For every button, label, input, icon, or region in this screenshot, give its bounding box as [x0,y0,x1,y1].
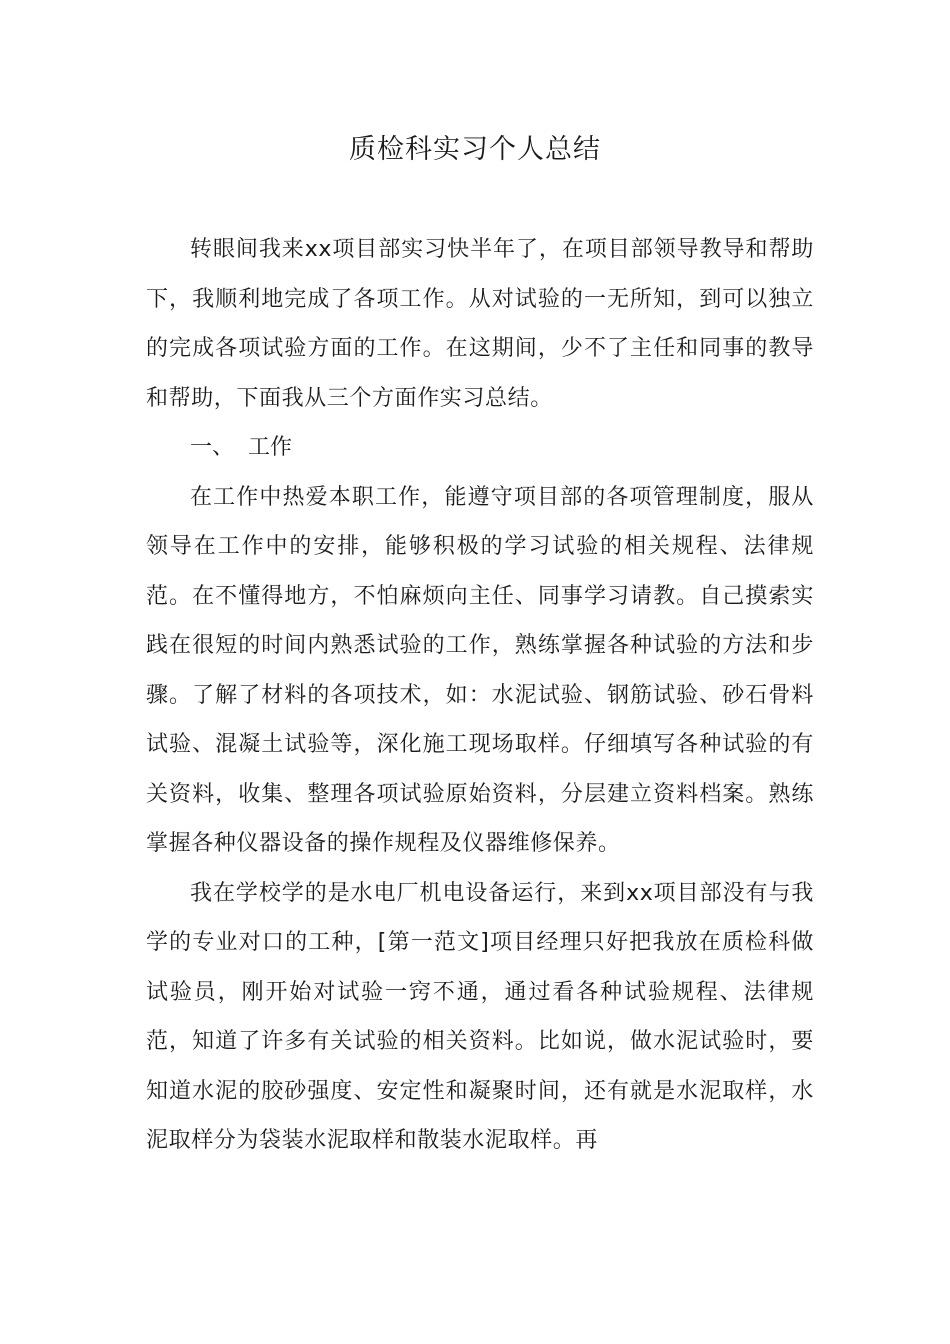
paragraph-study: 我在学校学的是水电厂机电设备运行，来到xx项目部没有与我学的专业对口的工种，[第一范文]项目经理只好把我放在质检科做试验员，刚开始对试验一窍不通，通过看各种试验规程、法律规范，知道了许多有关试验的相关资料。比如说，做水泥试验时，要知道水泥的胶砂强度、安定性和凝聚时间，还有就是水泥取样，水泥取样分为袋装水泥取样和散装水泥取样。再 [146,880,814,1153]
paragraph-work: 在工作中热爱本职工作，能遵守项目部的各项管理制度，服从领导在工作中的安排，能够积极的学习试验的相关规程、法律规范。在不懂得地方，不怕麻烦向主任、同事学习请教。自己摸索实践在很短的时间内熟悉试验的工作，熟练掌握各种试验的方法和步骤。了解了材料的各项技术，如：水泥试验、钢筋试验、砂石骨料试验、混凝土试验等，深化施工现场取样。仔细填写各种试验的有关资料，收集、整理各项试验原始资料，分层建立资料档案。熟练掌握各种仪器设备的操作规程及仪器维修保养。 [146,484,814,856]
section-heading-work: 一、 工作 [190,435,292,460]
document-body [146,225,814,1166]
document-title: 质检科实习个人总结 [349,134,601,165]
paragraph-intro: 转眼间我来xx项目部实习快半年了，在项目部领导教导和帮助下，我顺利地完成了各项工作。从对试验的一无所知，到可以独立的完成各项试验方面的工作。在这期间，少不了主任和同事的教导和帮助，下面我从三个方面作实习总结。 [146,237,814,411]
